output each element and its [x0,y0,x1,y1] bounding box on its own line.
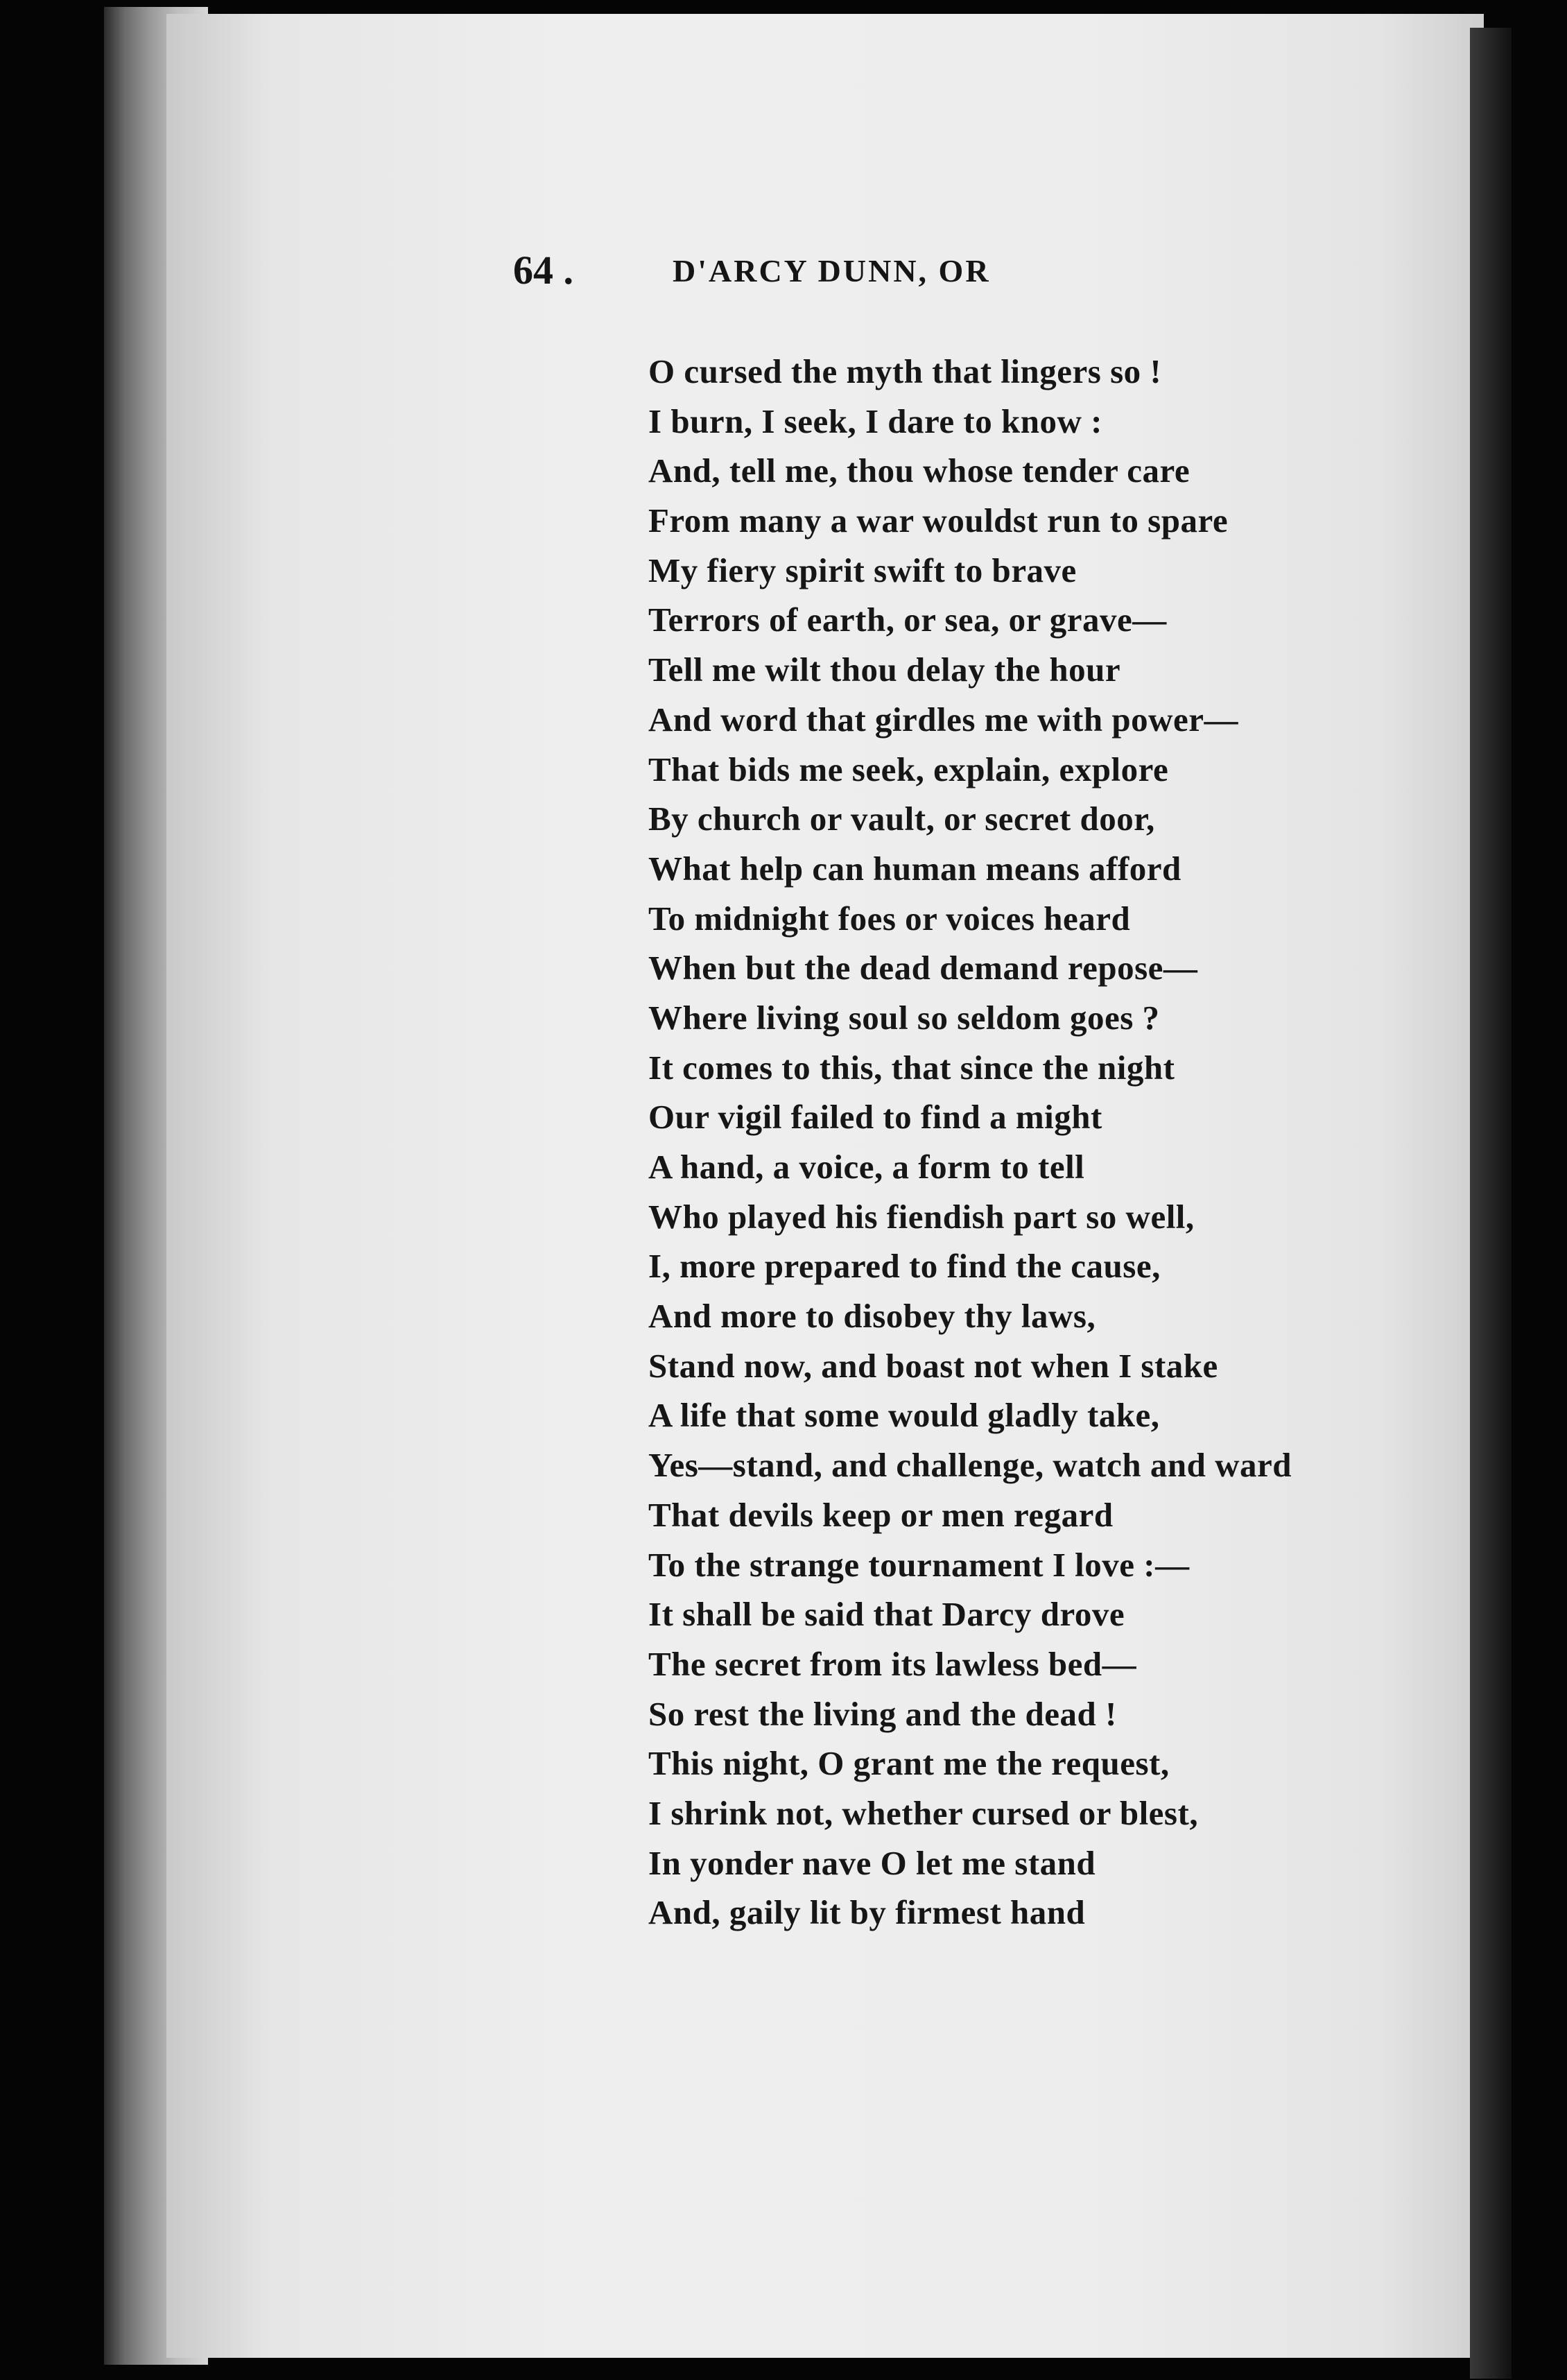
poem-line: From many a war wouldst run to spare [648,501,1229,540]
poem-line: I, more prepared to find the cause, [648,1247,1161,1286]
poem-line: To midnight foes or voices heard [648,899,1131,938]
poem-line: So rest the living and the dead ! [648,1694,1117,1733]
poem-line: A hand, a voice, a form to tell [648,1148,1085,1186]
poem-line: And more to disobey thy laws, [648,1297,1096,1336]
poem-line: When but the dead demand repose— [648,949,1198,988]
poem-line: Stand now, and boast not when I stake [648,1346,1218,1385]
running-head: D'ARCY DUNN, OR [673,253,991,288]
poem-line: This night, O grant me the request, [648,1744,1170,1783]
page-number: 64 . [513,248,573,293]
poem-line: A life that some would gladly take, [648,1396,1160,1435]
poem-line: The secret from its lawless bed— [648,1644,1137,1683]
poem-line: By church or vault, or secret door, [648,800,1155,838]
poem-line: Tell me wilt thou delay the hour [648,650,1121,689]
poem-line: And, gaily lit by firmest hand [648,1893,1086,1932]
poem-line: And word that girdles me with power— [648,700,1238,739]
poem-line: It shall be said that Darcy drove [648,1595,1125,1634]
poem-line: In yonder nave O let me stand [648,1843,1096,1882]
poem-line: Terrors of earth, or sea, or grave— [648,601,1167,639]
poem-line: My fiery spirit swift to brave [648,551,1077,589]
poem-line: To the strange tournament I love :— [648,1545,1190,1584]
poem-line: And, tell me, thou whose tender care [648,451,1191,490]
poem-line: What help can human means afford [648,849,1181,888]
poem-line: That devils keep or men regard [648,1495,1114,1534]
poem-line: I burn, I seek, I dare to know : [648,402,1102,440]
poem-line: Yes—stand, and challenge, watch and ward [648,1446,1292,1485]
poem-line: That bids me seek, explain, explore [648,750,1169,788]
poem-line: Where living soul so seldom goes ? [648,998,1160,1037]
poem-line: O cursed the myth that lingers so ! [648,352,1162,390]
poem-line: Our vigil failed to find a might [648,1098,1102,1137]
poem-line: Who played his fiendish part so well, [648,1197,1195,1236]
book-gutter-shadow [1470,28,1512,2379]
page-header [513,247,1276,302]
poem-line: I shrink not, whether cursed or blest, [648,1793,1199,1832]
poem-text [648,347,1466,1938]
poem-line: It comes to this, that since the night [648,1048,1175,1087]
